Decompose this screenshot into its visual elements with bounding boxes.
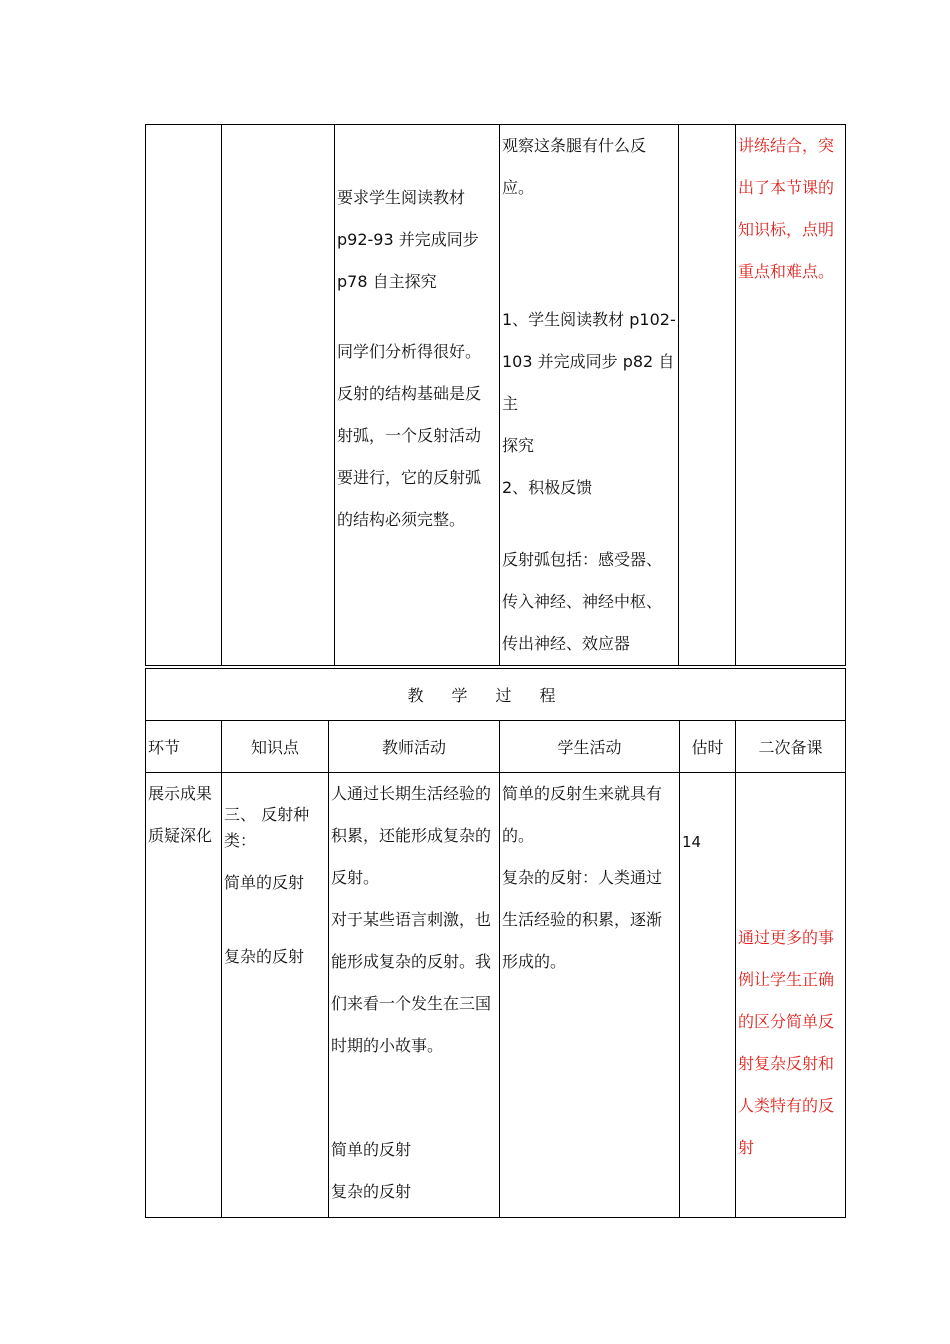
header-knowledge: 知识点 — [222, 721, 329, 773]
time-cell — [680, 773, 736, 1218]
stage-cell — [146, 125, 222, 666]
table-title: 教学过程 — [407, 686, 584, 705]
teacher-activity-cell — [335, 125, 500, 666]
notes-cell: 通过更多的事 例让学生正确 的区分简单反 射复杂反射和 人类特有的反 射 — [736, 773, 846, 1218]
student-para-1: 观察这条腿有什么反 应。 — [502, 136, 647, 197]
notes-cell: 讲练结合，突 出了本节课的 知识标，点明 重点和难点。 — [736, 125, 846, 666]
header-student-activity: 学生活动 — [500, 721, 680, 773]
time-cell — [679, 125, 736, 666]
header-time: 估时 — [680, 721, 736, 773]
header-stage: 环节 — [146, 721, 222, 773]
student-activity-cell — [500, 125, 679, 666]
knowledge-cell: 三、 反射种 类： 简单的反射 复杂的反射 — [222, 773, 329, 1218]
header-teacher-activity: 教师活动 — [329, 721, 500, 773]
lesson-table-continued — [145, 124, 846, 666]
student-activity-cell: 简单的反射生来就具有 的。 复杂的反射：人类通过 生活经验的积累，逐渐 形成的。 — [500, 773, 680, 1218]
table-title-cell — [146, 669, 846, 721]
stage-cell: 展示成果 质疑深化 — [146, 773, 222, 1218]
student-para-2: 1、学生阅读教材 p102- 103 并完成同步 p82 自主 探究 2、积极反馈 — [502, 310, 676, 497]
teacher-para-2: 同学们分析得很好。 反射的结构基础是反 射弧，一个反射活动 要进行，它的反射弧 的结构必须完整。 — [337, 342, 482, 529]
teacher-para-2: 简单的反射 复杂的反射 — [331, 1140, 412, 1201]
teacher-activity-cell — [329, 773, 500, 1218]
teacher-para-1: 人通过长期生活经验的 积累，还能形成复杂的 反射。 对于某些语言刺激，也 能形成复杂的反射。我 们来看一个发生在三国 时期的小故事。 — [331, 784, 492, 1055]
teaching-process-table — [145, 668, 846, 1218]
student-para-3: 反射弧包括：感受器、 传入神经、神经中枢、 传出神经、效应器 — [502, 550, 663, 653]
estimated-time: 14 — [682, 833, 702, 851]
teacher-para-1: 要求学生阅读教材 p92-93 并完成同步 p78 自主探究 — [337, 188, 479, 291]
knowledge-cell — [222, 125, 335, 666]
header-second-prep: 二次备课 — [736, 721, 846, 773]
